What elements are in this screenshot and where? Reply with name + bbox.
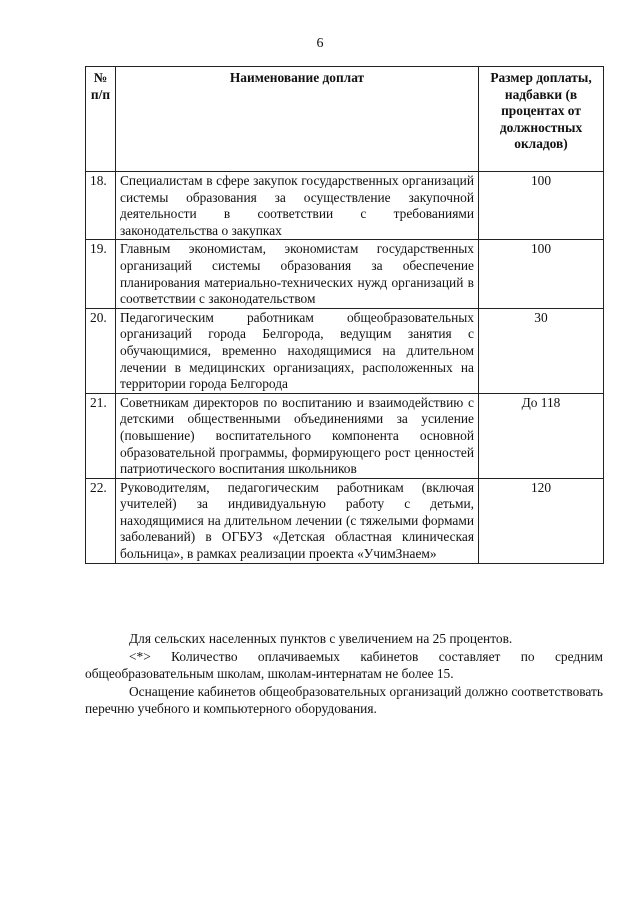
row-number: 22. [86, 478, 116, 563]
row-name: Педагогическим работникам общеобразовательных организаций города Белгорода, ведущим занятия с обучающимися, временно находящимися на длительном лечении в медицинских организациях, расположенных на территории города Белгорода [116, 308, 479, 393]
row-number: 19. [86, 240, 116, 308]
table-row [86, 308, 604, 393]
page-number: 6 [316, 36, 324, 51]
row-name: Специалистам в сфере закупок государственных организаций системы образования за осуществление закупочной деятельности в соответствии с требованиями законодательства о закупках [116, 172, 479, 240]
header-size: Размер доплаты, надбавки (в процентах от должностных окладов) [479, 67, 604, 172]
table-row [86, 172, 604, 240]
row-name: Советникам директоров по воспитанию и взаимодействию с детскими общественными объединениями за усиление (повышение) воспитательного компонента основной образовательной программы, формирующего рост ценностей патриотического воспитания школьников [116, 393, 479, 478]
row-number: 21. [86, 393, 116, 478]
table-row [86, 393, 604, 478]
row-size: 30 [479, 308, 604, 393]
table-row [86, 478, 604, 563]
row-number: 20. [86, 308, 116, 393]
header-number: № п/п [86, 67, 116, 172]
note-cabinets: <*> Количество оплачиваемых кабинетов составляет по средним общеобразовательным школам, школам-интернатам не более 15. [85, 649, 603, 681]
note-equipment: Оснащение кабинетов общеобразовательных организаций должно соответствовать перечню учебного и компьютерного оборудования. [85, 684, 603, 716]
row-size: До 118 [479, 393, 604, 478]
row-size: 120 [479, 478, 604, 563]
row-number: 18. [86, 172, 116, 240]
table-row [86, 240, 604, 308]
note-rural: Для сельских населенных пунктов с увеличением на 25 процентов. [129, 631, 513, 646]
table-header-row [86, 67, 604, 172]
row-name: Главным экономистам, экономистам государственных организаций системы образования за обеспечение планирования материально-технических нужд организаций в соответствии с законодательством [116, 240, 479, 308]
header-name: Наименование доплат [116, 67, 479, 172]
notes-section [85, 630, 603, 717]
allowances-table [85, 66, 604, 564]
row-size: 100 [479, 240, 604, 308]
row-name: Руководителям, педагогическим работникам (включая учителей) за индивидуальную работу с детьми, находящимися на длительном лечении (с тяжелыми формами заболеваний) в ОГБУЗ «Детская областная клиническая больница», в рамках реализации проекта «УчимЗнаем» [116, 478, 479, 563]
row-size: 100 [479, 172, 604, 240]
